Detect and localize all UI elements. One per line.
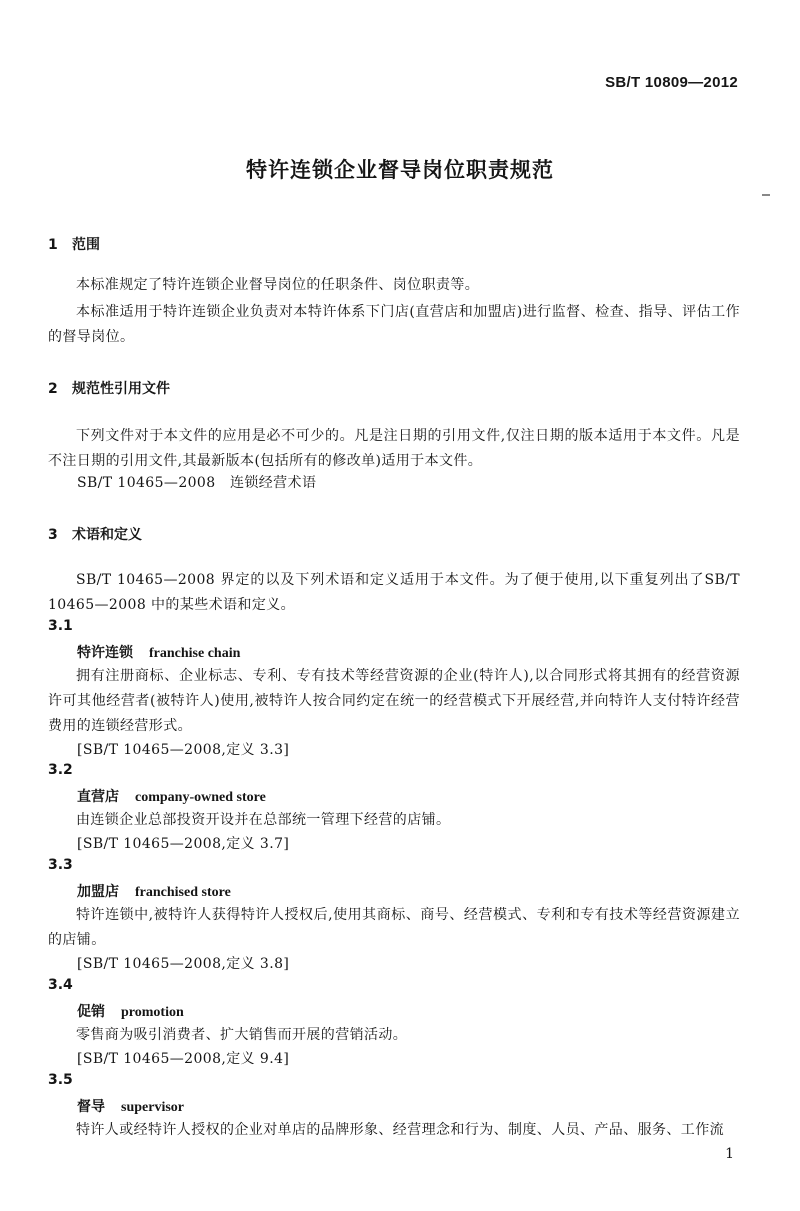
term-heading — [77, 642, 240, 662]
term-source: [SB/T 10465—2008,定义 3.3] — [77, 742, 290, 758]
term-heading — [77, 786, 266, 806]
term-en: promotion — [121, 1005, 184, 1020]
section-2-para-1: 下列文件对于本文件的应用是必不可少的。凡是注日期的引用文件,仅注日期的版本适用于本文件。凡是不注日期的引用文件,其最新版本(包括所有的修改单)适用于本文件。 — [48, 428, 740, 469]
normative-reference: SB/T 10465—2008 连锁经营术语 — [77, 475, 317, 491]
term-heading — [77, 1001, 184, 1021]
section-2-heading — [48, 378, 170, 398]
term-zh: 直营店 — [77, 789, 119, 805]
section-1-para-2: 本标准适用于特许连锁企业负责对本特许体系下门店(直营店和加盟店)进行监督、检查、指导、评估工作的督导岗位。 — [48, 304, 740, 345]
standard-code: SB/T 10809—2012 — [605, 74, 738, 91]
term-heading — [77, 881, 231, 901]
section-title: 规范性引用文件 — [72, 381, 170, 397]
section-3-heading — [48, 524, 142, 544]
section-number: 3 — [48, 527, 58, 543]
section-3-para-1: SB/T 10465—2008 界定的以及下列术语和定义适用于本文件。为了便于使用,以下重复列出了SB/T 10465—2008 中的某些术语和定义。 — [48, 572, 740, 613]
term-en: franchised store — [135, 885, 231, 900]
term-zh: 加盟店 — [77, 884, 119, 900]
term-source: [SB/T 10465—2008,定义 3.7] — [77, 836, 290, 852]
margin-mark — [762, 194, 770, 196]
term-en: supervisor — [121, 1100, 184, 1115]
term-definition: 特许人或经特许人授权的企业对单店的品牌形象、经营理念和行为、制度、人员、产品、服务、工作流 — [76, 1122, 724, 1138]
term-zh: 促销 — [77, 1004, 105, 1020]
section-1-heading — [48, 234, 100, 254]
term-definition: 零售商为吸引消费者、扩大销售而开展的营销活动。 — [76, 1027, 408, 1043]
term-source: [SB/T 10465—2008,定义 9.4] — [77, 1051, 290, 1067]
page-number: 1 — [725, 1146, 734, 1162]
term-number: 3.5 — [48, 1072, 73, 1088]
term-zh: 督导 — [77, 1099, 105, 1115]
term-en: company-owned store — [135, 790, 266, 805]
term-definition: 由连锁企业总部投资开设并在总部统一管理下经营的店铺。 — [76, 812, 451, 828]
section-number: 1 — [48, 237, 58, 253]
term-definition: 拥有注册商标、企业标志、专利、专有技术等经营资源的企业(特许人),以合同形式将其拥有的经营资源许可其他经营者(被特许人)使用,被特许人按合同约定在统一的经营模式下开展经营,并向特许人支付特许经营费用的连锁经营形式。 — [48, 668, 740, 734]
term-zh: 特许连锁 — [77, 645, 133, 661]
term-number: 3.4 — [48, 977, 73, 993]
term-source: [SB/T 10465—2008,定义 3.8] — [77, 956, 290, 972]
section-title: 术语和定义 — [72, 527, 142, 543]
term-number: 3.1 — [48, 618, 73, 634]
term-number: 3.2 — [48, 762, 73, 778]
section-title: 范围 — [72, 237, 100, 253]
term-heading — [77, 1096, 184, 1116]
section-1-para-1: 本标准规定了特许连锁企业督导岗位的任职条件、岗位职责等。 — [76, 277, 480, 293]
term-definition: 特许连锁中,被特许人获得特许人授权后,使用其商标、商号、经营模式、专利和专有技术等经营资源建立的店铺。 — [48, 907, 740, 948]
section-number: 2 — [48, 381, 58, 397]
document-title: 特许连锁企业督导岗位职责规范 — [246, 158, 554, 182]
term-en: franchise chain — [149, 646, 241, 661]
term-number: 3.3 — [48, 857, 73, 873]
